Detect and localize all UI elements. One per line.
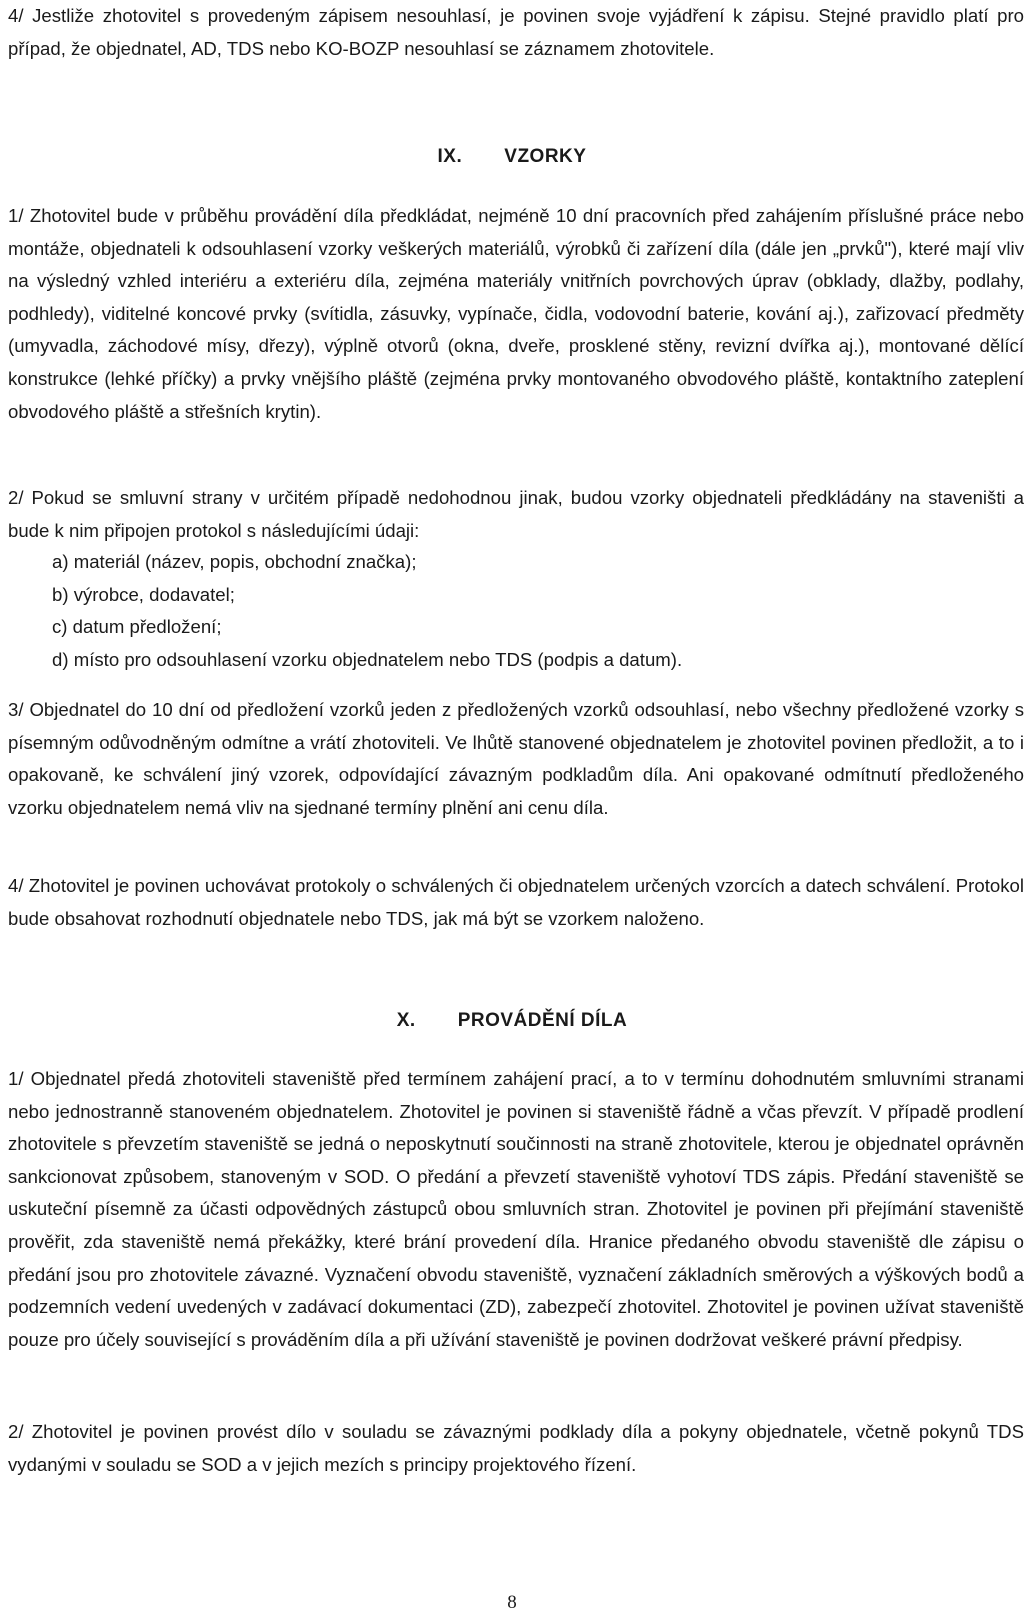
paragraph-zapis-nesouhlas: 4/ Jestliže zhotovitel s provedeným zápisem nesouhlasí, je povinen svoje vyjádření k zápisu. Stejné pravidlo platí pro případ, že objednatel, AD, TDS nebo KO-BOZP nesouhlasí se záznamem zhotovitele. <box>8 5 1024 59</box>
page-number: 8 <box>507 1592 517 1613</box>
list-item: c) datum předložení; <box>52 616 222 638</box>
paragraph-ix-3: 3/ Objednatel do 10 dní od předložení vzorků jeden z předložených vzorků odsouhlasí, nebo všechny předložené vzorky s písemným odůvodněným odmítne a vrátí zhotoviteli. Ve lhůtě stanovené objednatelem je zhotovitel povinen předložit, a to i opakovaně, ke schválení jiný vzorek, odpovídající závazným podkladům díla. Ani opakované odmítnutí předloženého vzorku objednatelem nemá vliv na sjednané termíny plnění ani cenu díla. <box>8 699 1024 818</box>
section-heading-ix <box>0 146 1024 168</box>
paragraph-ix-2: 2/ Pokud se smluvní strany v určitém případě nedohodnou jinak, budou vzorky objednateli předkládány na staveništi a bude k nim připojen protokol s následujícími údaji: <box>8 487 1024 541</box>
paragraph-ix-4: 4/ Zhotovitel je povinen uchovávat protokoly o schválených či objednatelem určených vzorcích a datech schválení. Protokol bude obsahovat rozhodnutí objednatele nebo TDS, jak má být se vzorkem naloženo. <box>8 875 1024 929</box>
section-title-x: PROVÁDĚNÍ DÍLA <box>457 1010 628 1031</box>
list-item: a) materiál (název, popis, obchodní značka); <box>52 551 417 572</box>
sample-protocol-list <box>52 546 1012 676</box>
list-item: b) výrobce, dodavatel; <box>52 583 235 605</box>
paragraph-ix-1: 1/ Zhotovitel bude v průběhu provádění díla předkládat, nejméně 10 dní pracovních před zahájením příslušné práce nebo montáže, objednateli k odsouhlasení vzorky veškerých materiálů, výrobků či zařízení díla (dále jen „prvků"), které mají vliv na výsledný vzhled interiéru a exteriéru díla, zejména materiály vnitřních povrchových úprav (obklady, dlažby, podlahy, podhledy), viditelné koncové prvky (svítidla, zásuvky, vypínače, čidla, vodovodní baterie, kování aj.), zařizovací předměty (umyvadla, záchodové mísy, dřezy), výplně otvorů (okna, dveře, prosklené stěny, revizní dvířka aj.), montované dělící konstrukce (lehké příčky) a prvky vnějšího pláště (zejména prvky montovaného obvodového pláště, kontaktního zateplení obvodového pláště a střešních krytin). <box>8 205 1024 422</box>
section-number-ix: IX. <box>437 146 463 167</box>
paragraph-x-2: 2/ Zhotovitel je povinen provést dílo v souladu se závaznými podklady díla a pokyny objednatele, včetně pokynů TDS vydanými v souladu se SOD a v jejich mezích s principy projektového řízení. <box>8 1421 1024 1475</box>
paragraph-x-1: 1/ Objednatel předá zhotoviteli staveniště před termínem zahájení prací, a to v termínu dohodnutém smluvními stranami nebo jednostranně stanoveném objednatelem. Zhotovitel je povinen si staveniště řádně a včas převzít. V případě prodlení zhotovitele s převzetím staveniště se jedná o neposkytnutí součinnosti na straně zhotovitele, kterou je objednatel oprávněn sankcionovat způsobem, stanoveným v SOD. O předání a převzetí staveniště vyhotoví TDS zápis. Předání staveniště se uskuteční písemně za účasti odpovědných zástupců obou smluvních stran. Zhotovitel je povinen při přejímání staveniště prověřit, zda staveniště nemá překážky, které brání provedení díla. Hranice předaného obvodu staveniště dle zápisu o předání jsou pro zhotovitele závazné. Vyznačení obvodu staveniště, vyznačení základních směrových a výškových bodů a podzemních vedení uvedených v zadávací dokumentaci (ZD), zabezpečí zhotovitel. Zhotovitel je povinen užívat staveniště pouze pro účely související s prováděním díla a při užívání staveniště je povinen dodržovat veškeré právní předpisy. <box>8 1068 1024 1350</box>
section-title-ix: VZORKY <box>504 146 587 167</box>
list-item: d) místo pro odsouhlasení vzorku objednatelem nebo TDS (podpis a datum). <box>52 648 683 670</box>
section-number-x: X. <box>396 1010 416 1031</box>
section-heading-x <box>0 1010 1024 1032</box>
